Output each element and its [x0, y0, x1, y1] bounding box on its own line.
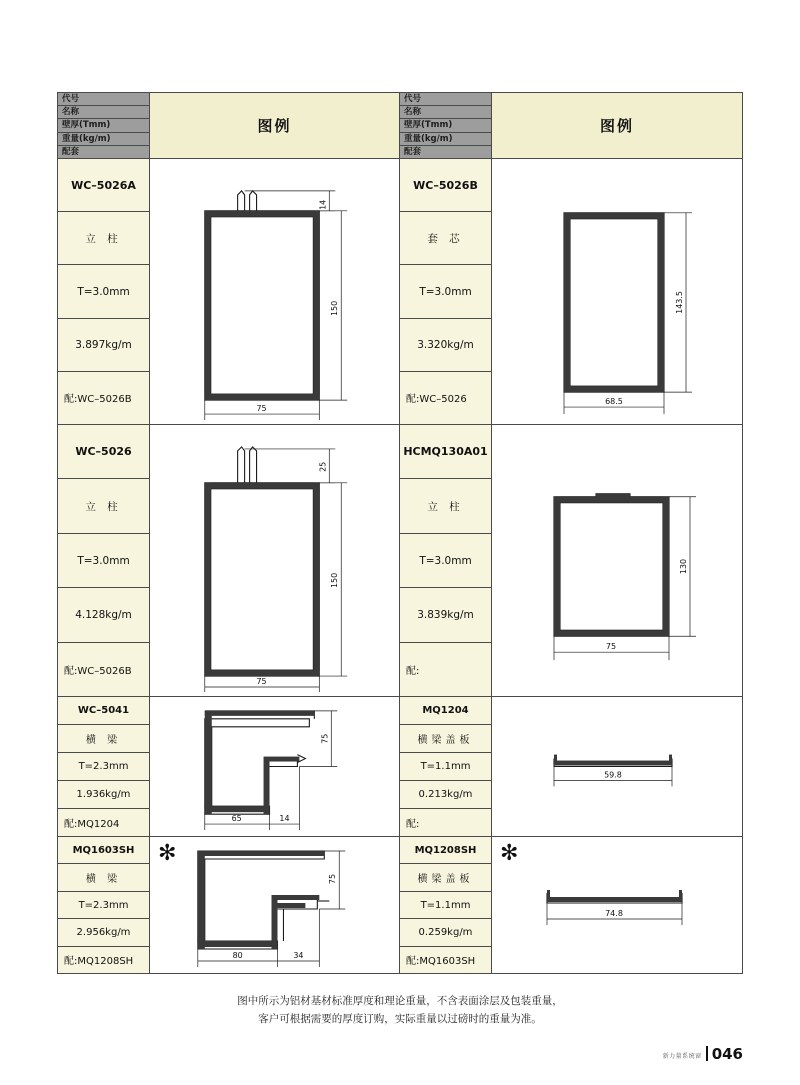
dimension-label: 65 — [231, 814, 242, 824]
profile-code: MQ1603SH — [58, 837, 149, 864]
profile-match: 配: — [400, 643, 491, 696]
profile-drawing-mq1603sh — [150, 837, 399, 973]
column-header-right — [400, 93, 742, 159]
footnote-line-2: 客户可根据需要的厚度订购，实际重量以过磅时的重量为准。 — [258, 1012, 542, 1025]
asterisk-marker: ✻ — [158, 841, 177, 866]
profile-code: WC–5026A — [58, 159, 149, 212]
header-label-thickness: 壁厚(Tmm) — [400, 119, 491, 132]
page-divider-bar — [706, 1046, 708, 1061]
header-label-match: 配套 — [404, 146, 422, 157]
row-info — [58, 837, 150, 973]
dimension-label: 74.8 — [605, 909, 623, 918]
header-label-code: 代号 — [400, 93, 491, 106]
header-label-name: 名称 — [400, 106, 491, 119]
profile-figure — [150, 159, 399, 424]
profile-code: HCMQ130A01 — [400, 425, 491, 479]
profile-figure — [492, 837, 742, 973]
table-column-right — [400, 93, 742, 973]
table-row — [58, 697, 399, 837]
row-info — [400, 159, 492, 424]
row-info — [58, 697, 150, 836]
dimension-label: 75 — [605, 642, 617, 652]
header-figure-title: 图例 — [150, 93, 399, 158]
profile-weight: 3.839kg/m — [400, 588, 491, 642]
profile-weight: 3.320kg/m — [400, 319, 491, 372]
profile-spec-table — [57, 92, 743, 974]
profile-match: 配:WC–5026 — [400, 372, 491, 424]
profile-code: WC–5026 — [58, 425, 149, 479]
header-label-thickness: 壁厚(Tmm) — [58, 119, 149, 132]
profile-drawing-mq1208sh — [492, 837, 742, 973]
profile-code: WC–5026B — [400, 159, 491, 212]
table-row — [400, 159, 742, 425]
dimension-label: 75 — [320, 733, 330, 744]
dimension-label: 80 — [232, 950, 243, 961]
dimension-label: 14 — [318, 199, 328, 210]
dimension-label: 150 — [330, 300, 340, 317]
header-figure-title: 图例 — [492, 93, 742, 158]
profile-name: 立 柱 — [58, 479, 149, 533]
profile-weight: 1.936kg/m — [58, 781, 149, 809]
column-header-left — [58, 93, 399, 159]
profile-drawing-wc5026b — [492, 159, 742, 424]
profile-match: 配:WC–5026B — [58, 643, 149, 696]
profile-thickness: T=1.1mm — [400, 892, 491, 919]
profile-figure — [150, 697, 399, 836]
profile-thickness: T=2.3mm — [58, 753, 149, 781]
dimension-label: 14 — [279, 814, 290, 824]
dimension-label: 143.5 — [674, 291, 685, 314]
table-row — [400, 697, 742, 837]
profile-name: 立 柱 — [58, 212, 149, 265]
profile-code: MQ1204 — [400, 697, 491, 725]
profile-weight: 0.213kg/m — [400, 781, 491, 809]
profile-match: 配:MQ1204 — [58, 809, 149, 836]
profile-code: MQ1208SH — [400, 837, 491, 864]
profile-thickness: T=1.1mm — [400, 753, 491, 781]
profile-weight: 3.897kg/m — [58, 319, 149, 372]
table-column-left — [58, 93, 400, 973]
header-label-weight: 重量(kg/m) — [58, 133, 149, 146]
profile-drawing-wc5041 — [150, 697, 399, 836]
profile-code: WC–5041 — [58, 697, 149, 725]
asterisk-marker: ✻ — [500, 841, 519, 866]
profile-drawing-wc5026 — [150, 425, 399, 696]
brand-mark: 新力量系统窗 — [662, 1053, 702, 1060]
profile-drawing-wc5026a — [150, 159, 399, 424]
header-label-stack — [58, 93, 150, 158]
header-label-stack — [400, 93, 492, 158]
dimension-label: 68.5 — [605, 397, 623, 407]
profile-thickness: T=3.0mm — [400, 534, 491, 588]
profile-weight: 2.956kg/m — [58, 919, 149, 946]
profile-figure — [150, 837, 399, 973]
header-label-code: 代号 — [58, 93, 149, 106]
table-row — [58, 837, 399, 973]
dimension-label: 34 — [293, 950, 304, 961]
profile-thickness: T=3.0mm — [58, 265, 149, 318]
profile-figure — [492, 159, 742, 424]
row-info — [58, 425, 150, 696]
table-row — [400, 837, 742, 973]
profile-name: 横梁盖板 — [400, 725, 491, 753]
dimension-label: 25 — [318, 461, 328, 472]
profile-name: 立 柱 — [400, 479, 491, 533]
dimension-label: 75 — [328, 873, 338, 885]
profile-thickness: T=2.3mm — [58, 892, 149, 919]
profile-drawing-mq1204 — [492, 697, 742, 836]
profile-figure — [492, 425, 742, 696]
profile-name: 套 芯 — [400, 212, 491, 265]
page-footer — [663, 1046, 743, 1062]
profile-name: 横 梁 — [58, 864, 149, 891]
row-info — [58, 159, 150, 424]
profile-thickness: T=3.0mm — [58, 534, 149, 588]
table-row — [58, 159, 399, 425]
footnote-line-1: 图中所示为铝材基材标准厚度和理论重量，不含表面涂层及包装重量， — [237, 995, 563, 1007]
profile-match: 配:WC–5026B — [58, 372, 149, 424]
profile-match: 配: — [400, 809, 491, 836]
dimension-label: 75 — [256, 677, 267, 687]
row-info — [400, 697, 492, 836]
row-info — [400, 837, 492, 973]
footnote — [0, 993, 800, 1029]
dimension-label: 150 — [330, 572, 340, 589]
profile-match: 配:MQ1208SH — [58, 947, 149, 973]
profile-match: 配:MQ1603SH — [400, 947, 491, 973]
profile-figure — [492, 697, 742, 836]
row-info — [400, 425, 492, 696]
profile-name: 横 梁 — [58, 725, 149, 753]
table-row — [400, 425, 742, 697]
profile-thickness: T=3.0mm — [400, 265, 491, 318]
profile-weight: 0.259kg/m — [400, 919, 491, 946]
page-number: 046 — [711, 1045, 743, 1063]
profile-name: 横梁盖板 — [400, 864, 491, 891]
header-label-match: 配套 — [62, 146, 80, 157]
dimension-label: 130 — [678, 558, 689, 575]
dimension-label: 59.8 — [604, 770, 622, 780]
dimension-label: 75 — [256, 404, 267, 414]
profile-drawing-hcmq130a01 — [492, 425, 742, 696]
profile-weight: 4.128kg/m — [58, 588, 149, 642]
table-row — [58, 425, 399, 697]
header-label-name: 名称 — [58, 106, 149, 119]
profile-figure — [150, 425, 399, 696]
header-label-weight: 重量(kg/m) — [400, 133, 491, 146]
